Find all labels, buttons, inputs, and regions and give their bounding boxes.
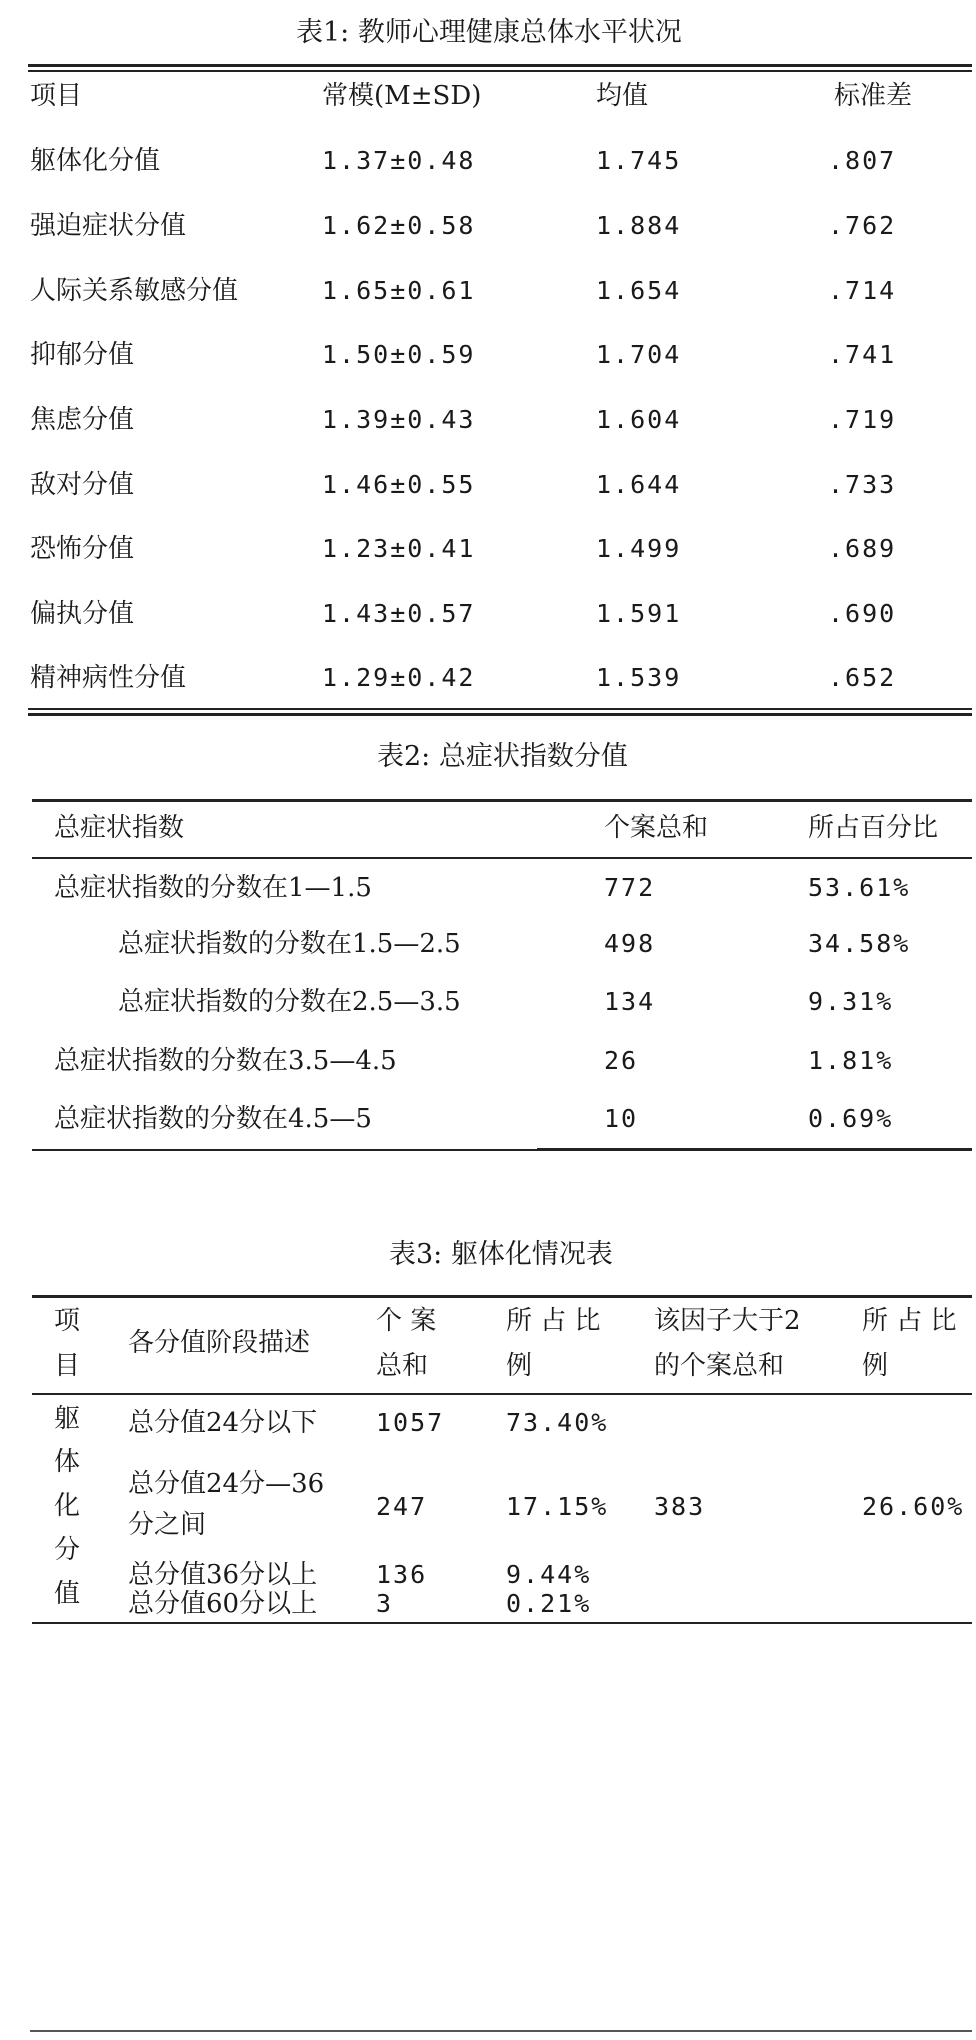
table1-row-norm: 1.65±0.61	[322, 276, 476, 305]
table3-row-label-char: 体	[54, 1447, 81, 1477]
table1-header-item: 项目	[30, 81, 83, 111]
table1-row-norm: 1.62±0.58	[322, 211, 476, 240]
table2-row-label: 总症状指数的分数在3.5—4.5	[54, 1046, 397, 1076]
table1-title: 表1: 教师心理健康总体水平状况	[296, 17, 682, 48]
table2-row-percent: 34.58%	[808, 929, 911, 958]
table2-row-label: 总症状指数的分数在1.5—2.5	[118, 929, 461, 959]
table1-row-label: 焦虑分值	[30, 405, 135, 435]
table1-row-norm: 1.39±0.43	[322, 405, 476, 434]
table2-row-percent: 9.31%	[808, 987, 894, 1016]
table2-header-rule	[32, 857, 972, 859]
table1-row-mean: 1.884	[596, 211, 682, 240]
table1-row-sd: .690	[828, 599, 897, 628]
table3-header-desc: 各分值阶段描述	[128, 1328, 311, 1358]
table3-header-item-2: 目	[54, 1351, 81, 1381]
table2-top-rule	[32, 799, 972, 802]
table3-row-desc: 总分值60分以上	[128, 1589, 318, 1619]
table3-row-count: 3	[376, 1589, 394, 1618]
table3-row-ratio: 9.44%	[506, 1560, 592, 1589]
table1-top-rule	[28, 64, 972, 67]
table3-row-label-char: 值	[54, 1579, 81, 1609]
table1-row-norm: 1.43±0.57	[322, 599, 476, 628]
table1-row-sd: .733	[828, 470, 897, 499]
table1-row-label: 强迫症状分值	[30, 211, 187, 241]
table3-factor-total: 383	[654, 1492, 706, 1521]
table2-header-count: 个案总和	[604, 813, 709, 843]
table3-header-factor-2: 的个案总和	[654, 1351, 785, 1381]
table3-row-ratio: 0.21%	[506, 1589, 592, 1618]
table1-row-sd: .714	[828, 276, 897, 305]
table3-row-label-char: 躯	[54, 1404, 81, 1434]
table3-row-count: 136	[376, 1560, 428, 1589]
table3-header-count: 个 案	[376, 1306, 437, 1336]
table1-header-mean: 均值	[596, 81, 649, 111]
page-footer-rule	[30, 2030, 972, 2032]
table2-row-count: 26	[604, 1046, 639, 1075]
table1-row-mean: 1.591	[596, 599, 682, 628]
table2-bottom-rule-right	[537, 1148, 972, 1151]
table3-top-rule	[32, 1295, 972, 1298]
table3-header-count-2: 总和	[376, 1351, 429, 1381]
table3-header-rule	[32, 1393, 972, 1395]
table3-header-factor: 该因子大于2	[654, 1306, 801, 1336]
table3-bottom-rule	[32, 1622, 972, 1624]
table1-row-norm: 1.46±0.55	[322, 470, 476, 499]
table1-row-sd: .652	[828, 663, 897, 692]
table1-row-label: 恐怖分值	[30, 534, 135, 564]
table1-row-mean: 1.539	[596, 663, 682, 692]
table1-row-mean: 1.499	[596, 534, 682, 563]
table1-row-norm: 1.23±0.41	[322, 534, 476, 563]
table3-header-item: 项	[54, 1306, 81, 1336]
table2-row-count: 10	[604, 1104, 639, 1133]
table3-row-desc: 总分值36分以上	[128, 1560, 318, 1590]
table1-bottom-rule-2	[28, 713, 972, 716]
table2-row-label: 总症状指数的分数在4.5—5	[54, 1104, 372, 1134]
table3-row-count: 1057	[376, 1408, 445, 1437]
table3-factor-ratio: 26.60%	[862, 1492, 965, 1521]
table1-row-sd: .807	[828, 146, 897, 175]
table3-row-desc-2: 分之间	[128, 1510, 207, 1540]
table3-row-desc: 总分值24分以下	[128, 1408, 318, 1438]
table3-header-ratio2-2: 例	[862, 1351, 889, 1381]
table2-row-percent: 53.61%	[808, 873, 911, 902]
table1-row-sd: .689	[828, 534, 897, 563]
table3-row-ratio: 73.40%	[506, 1408, 609, 1437]
table1-row-mean: 1.644	[596, 470, 682, 499]
table1-row-label: 抑郁分值	[30, 340, 135, 370]
table1-row-label: 偏执分值	[30, 599, 135, 629]
table1-row-mean: 1.745	[596, 146, 682, 175]
table3-row-label-char: 化	[54, 1491, 81, 1521]
table3-row-desc: 总分值24分—36	[128, 1469, 325, 1499]
table1-top-rule-2	[28, 70, 972, 72]
table1-row-sd: .719	[828, 405, 897, 434]
table1-row-norm: 1.37±0.48	[322, 146, 476, 175]
table2-row-count: 772	[604, 873, 656, 902]
table1-header-norm: 常模(M±SD)	[322, 81, 482, 111]
table1-row-sd: .762	[828, 211, 897, 240]
table3-header-ratio-2: 例	[506, 1351, 533, 1381]
table1-header-sd: 标准差	[834, 81, 913, 111]
table2-header-percent: 所占百分比	[808, 813, 939, 843]
table1-row-mean: 1.604	[596, 405, 682, 434]
table3-row-count: 247	[376, 1492, 428, 1521]
table1-row-mean: 1.654	[596, 276, 682, 305]
table1-bottom-rule	[28, 708, 972, 710]
table1-row-mean: 1.704	[596, 340, 682, 369]
table3-row-label-char: 分	[54, 1535, 81, 1565]
table1-row-label: 敌对分值	[30, 470, 135, 500]
table1-row-label: 精神病性分值	[30, 663, 187, 693]
table3-header-ratio: 所 占 比	[506, 1306, 601, 1336]
table3-row-ratio: 17.15%	[506, 1492, 609, 1521]
table1-row-label: 人际关系敏感分值	[30, 276, 239, 306]
table2-row-label: 总症状指数的分数在1—1.5	[54, 873, 372, 903]
table2-header-index: 总症状指数	[54, 813, 185, 843]
table1-row-sd: .741	[828, 340, 897, 369]
table2-title: 表2: 总症状指数分值	[377, 741, 628, 772]
table2-row-percent: 0.69%	[808, 1104, 894, 1133]
table2-row-count: 134	[604, 987, 656, 1016]
table3-title: 表3: 躯体化情况表	[389, 1239, 613, 1270]
table2-row-count: 498	[604, 929, 656, 958]
table1-row-label: 躯体化分值	[30, 146, 161, 176]
table2-bottom-rule-left	[32, 1149, 537, 1151]
table3-header-ratio2: 所 占 比	[862, 1306, 957, 1336]
table1-row-norm: 1.50±0.59	[322, 340, 476, 369]
table2-row-percent: 1.81%	[808, 1046, 894, 1075]
table2-row-label: 总症状指数的分数在2.5—3.5	[118, 987, 461, 1017]
table1-row-norm: 1.29±0.42	[322, 663, 476, 692]
